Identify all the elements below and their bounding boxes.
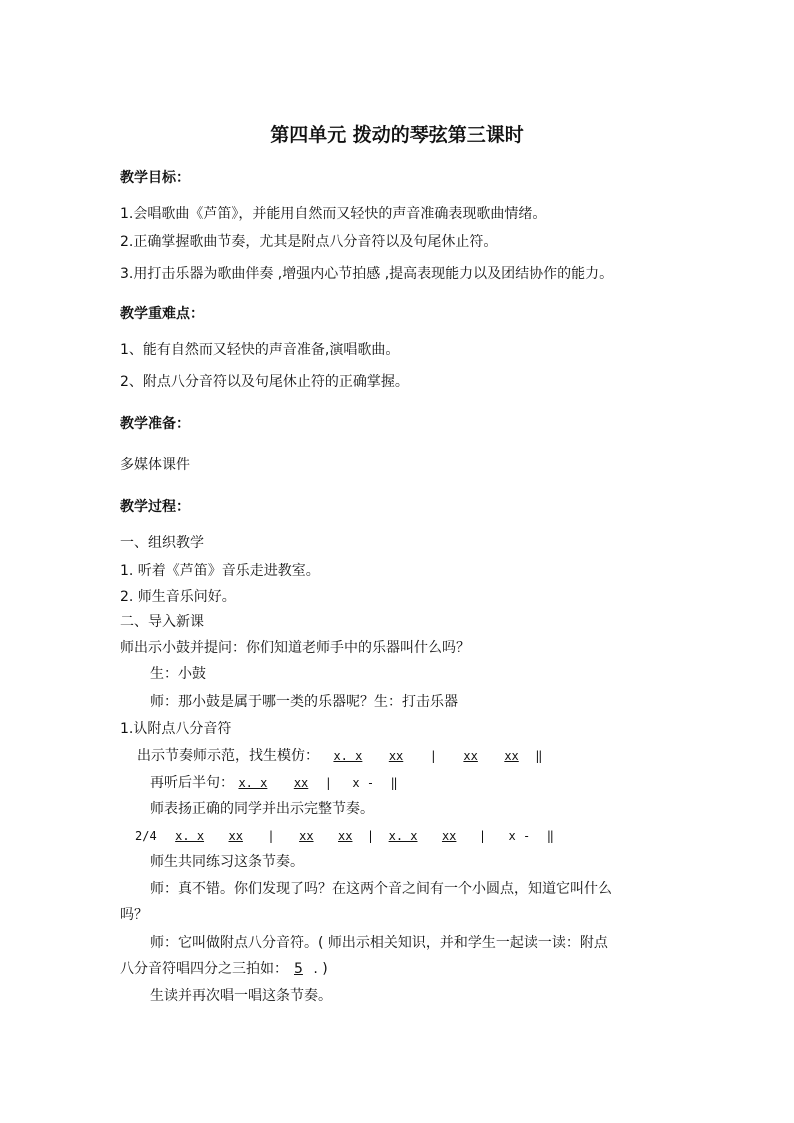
process-line-note-example — [120, 959, 328, 979]
rhythm-note: xx — [463, 749, 478, 763]
rhythm-barline: | — [478, 829, 487, 843]
goal-item: 2.正确掌握歌曲节奏，尤其是附点八分音符以及句尾休止符。 — [120, 234, 498, 250]
process-line: 生读并再次唱一唱这条节奏。 — [150, 988, 332, 1004]
rhythm-note: x. x — [333, 749, 363, 763]
note-example-value: 5 — [294, 961, 303, 977]
process-line: 生：小鼓 — [150, 666, 206, 682]
process-line: 师表扬正确的同学并出示完整节奏。 — [150, 801, 374, 817]
time-signature: 2/4 — [135, 829, 157, 843]
preparation-heading: 教学准备： — [120, 416, 190, 432]
rhythm-end-barline: ‖ — [390, 776, 398, 790]
rhythm-line-second-half — [150, 773, 398, 793]
goal-item: 1.会唱歌曲《芦笛》，并能用自然而又轻快的声音准确表现歌曲情绪。 — [120, 206, 547, 222]
rhythm-line-full — [135, 826, 554, 846]
rhythm-intro-text: 出示节奏师示范，找生模仿： — [137, 748, 319, 764]
rhythm-note: xx — [299, 829, 314, 843]
process-line: 师：那小鼓是属于哪一类的乐器呢？生：打击乐器 — [150, 694, 458, 710]
document-title: 第四单元 拨动的琴弦第三课时 — [270, 124, 524, 146]
rhythm-line-demo — [137, 746, 542, 766]
rhythm-barline: | — [429, 749, 437, 763]
process-line: 1. 听着《芦笛》音乐走进教室。 — [120, 563, 320, 579]
rhythm-barline: | — [267, 829, 275, 843]
key-points-heading: 教学重难点： — [120, 306, 204, 322]
process-line: 师：真不错。你们发现了吗？在这两个音之间有一个小圆点，知道它叫什么 — [150, 881, 612, 897]
process-line: 师出示小鼓并提问：你们知道老师手中的乐器叫什么吗？ — [120, 640, 470, 656]
rhythm-note: x - — [352, 776, 375, 790]
rhythm-note: xx — [441, 829, 457, 843]
process-line: 师生共同练习这条节奏。 — [150, 854, 304, 870]
process-line: 吗？ — [120, 907, 148, 923]
rhythm-note: xx — [388, 749, 404, 763]
rhythm-note: x - — [508, 829, 531, 843]
process-line: 1.认附点八分音符 — [120, 721, 232, 737]
rhythm-note: xx — [504, 749, 519, 763]
preparation-text: 多媒体课件 — [120, 457, 190, 473]
key-point-item: 2、附点八分音符以及句尾休止符的正确掌握。 — [120, 374, 409, 390]
rhythm-intro-text: 再听后半句： — [150, 775, 234, 791]
process-line: 师：它叫做附点八分音符。( 师出示相关知识，并和学生一起读一读：附点 — [150, 935, 608, 951]
rhythm-note: x. x — [175, 829, 205, 843]
note-example-text: 八分音符唱四分之三拍如： — [120, 961, 288, 977]
process-line: 一、组织教学 — [120, 535, 204, 551]
goal-item: 3.用打击乐器为歌曲伴奏 ,增强内心节拍感 ,提高表现能力以及团结协作的能力。 — [120, 266, 614, 282]
note-example-end: . ) — [308, 961, 328, 977]
process-line: 2. 师生音乐问好。 — [120, 589, 236, 605]
rhythm-note: xx — [293, 776, 309, 790]
rhythm-barline: | — [366, 829, 375, 843]
rhythm-barline: | — [324, 776, 332, 790]
rhythm-note: xx — [338, 829, 353, 843]
goals-heading: 教学目标： — [120, 170, 190, 186]
rhythm-note: x. x — [238, 776, 268, 790]
rhythm-end-barline: ‖ — [546, 829, 554, 843]
rhythm-note: x. x — [388, 829, 418, 843]
process-line: 二、导入新课 — [120, 614, 204, 630]
process-heading: 教学过程： — [120, 499, 190, 515]
key-point-item: 1、能有自然而又轻快的声音准备,演唱歌曲。 — [120, 342, 400, 358]
rhythm-note: xx — [228, 829, 243, 843]
rhythm-end-barline: ‖ — [535, 749, 543, 763]
